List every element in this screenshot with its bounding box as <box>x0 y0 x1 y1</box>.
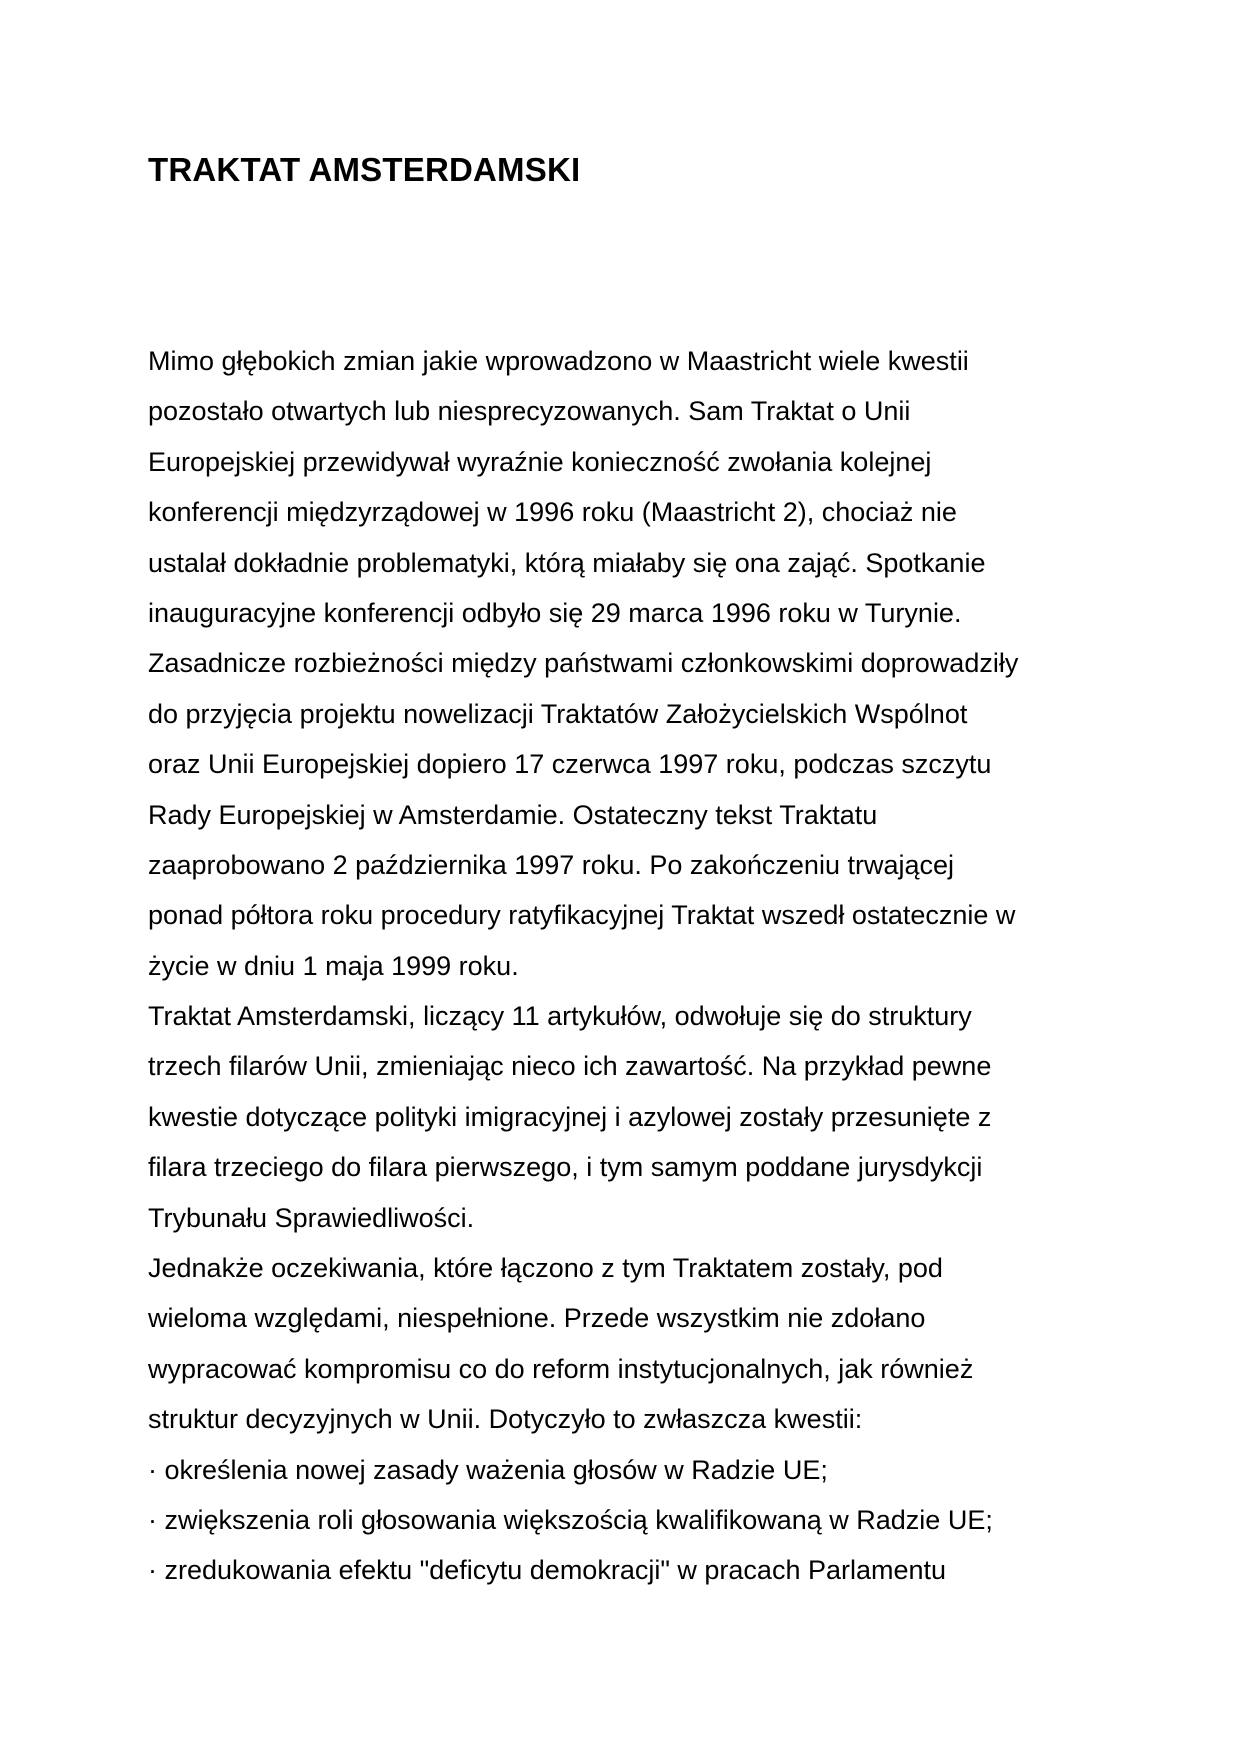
bullet-item: · określenia nowej zasady ważenia głosów w Radzie UE; <box>148 1454 828 1485</box>
body-line: wypracować kompromisu co do reform instytucjonalnych, jak również <box>148 1353 974 1384</box>
bullet-item: · zwiększenia roli głosowania większością kwalifikowaną w Radzie UE; <box>148 1504 993 1535</box>
bullet-item: · zredukowania efektu "deficytu demokracji" w pracach Parlamentu <box>148 1555 947 1586</box>
document-title: TRAKTAT AMSTERDAMSKI <box>148 151 581 188</box>
body-line: życie w dniu 1 maja 1999 roku. <box>148 950 519 981</box>
body-line: zaaprobowano 2 października 1997 roku. Po zakończeniu trwającej <box>148 849 954 880</box>
body-line: inauguracyjne konferencji odbyło się 29 marca 1996 roku w Turynie. <box>148 597 962 628</box>
body-line: do przyjęcia projektu nowelizacji Traktatów Założycielskich Wspólnot <box>148 698 968 729</box>
body-line: pozostało otwartych lub niesprecyzowanych. Sam Traktat o Unii <box>148 396 911 427</box>
body-line: Jednakże oczekiwania, które łączono z tym Traktatem zostały, pod <box>148 1253 943 1284</box>
body-line: filara trzeciego do filara pierwszego, i tym samym poddane jurysdykcji <box>148 1152 983 1183</box>
body-line: struktur decyzyjnych w Unii. Dotyczyło to zwłaszcza kwestii: <box>148 1404 863 1435</box>
body-line: Trybunału Sprawiedliwości. <box>148 1202 475 1233</box>
body-line: Traktat Amsterdamski, liczący 11 artykułów, odwołuje się do struktury <box>148 1001 972 1032</box>
document-body <box>148 336 1158 1596</box>
body-line: oraz Unii Europejskiej dopiero 17 czerwca 1997 roku, podczas szczytu <box>148 749 992 780</box>
body-line: trzech filarów Unii, zmieniając nieco ich zawartość. Na przykład pewne <box>148 1051 992 1082</box>
body-line: ustalał dokładnie problematyki, którą miałaby się ona zająć. Spotkanie <box>148 547 986 578</box>
body-line: ponad półtora roku procedury ratyfikacyjnej Traktat wszedł ostatecznie w <box>148 900 1016 931</box>
body-line: kwestie dotyczące polityki imigracyjnej i azylowej zostały przesunięte z <box>148 1101 992 1132</box>
body-line: konferencji międzyrządowej w 1996 roku (Maastricht 2), chociaż nie <box>148 497 957 528</box>
body-line: Europejskiej przewidywał wyraźnie konieczność zwołania kolejnej <box>148 446 932 477</box>
body-line: Rady Europejskiej w Amsterdamie. Ostateczny tekst Traktatu <box>148 799 878 830</box>
body-line: wieloma względami, niespełnione. Przede wszystkim nie zdołano <box>148 1303 926 1334</box>
body-line: Mimo głębokich zmian jakie wprowadzono w Maastricht wiele kwestii <box>148 346 969 376</box>
body-line: Zasadnicze rozbieżności między państwami członkowskimi doprowadziły <box>148 648 1019 679</box>
